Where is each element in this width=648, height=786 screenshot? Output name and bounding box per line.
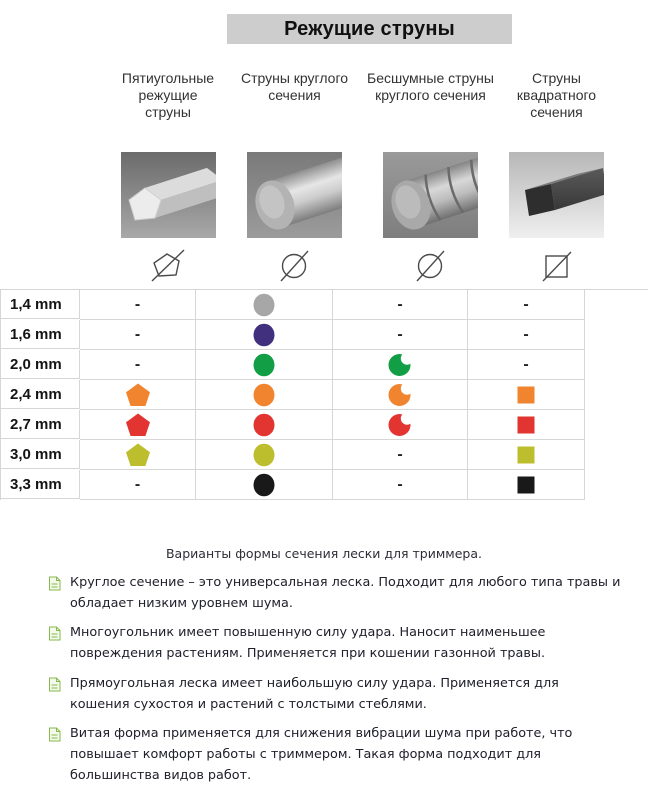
page-title-text: Режущие струны	[284, 17, 455, 40]
size-label: 3,0 mm	[1, 440, 80, 469]
pacman-shape-cell	[333, 410, 468, 440]
size-label: 2,4 mm	[1, 380, 80, 409]
table-row	[1, 320, 648, 350]
circle-diameter-icon	[363, 245, 498, 285]
table-row	[1, 350, 648, 380]
note-item	[48, 674, 622, 715]
table-row	[1, 470, 648, 500]
note-text: Витая форма применяется для снижения вибрации шума при работе, что повышает комфорт работы с триммером. Такая форма подходит для большинства видов работ.	[70, 726, 573, 783]
not-available-cell: -	[333, 440, 468, 470]
column-headers	[31, 70, 615, 148]
circle-shape-cell	[196, 350, 333, 380]
column-header-pentagonal: Пятиугольные режущие струны	[121, 70, 215, 120]
size-label: 2,0 mm	[1, 350, 80, 379]
circle-shape-cell	[196, 290, 333, 320]
note-item	[48, 623, 622, 664]
circle-diameter-icon	[226, 245, 363, 285]
square-shape-cell	[468, 380, 585, 410]
size-label: 2,7 mm	[1, 410, 80, 439]
table-caption: Варианты формы сечения лески для триммера.	[165, 546, 482, 561]
column-header-round: Струны круглого сечения	[240, 70, 349, 103]
notes-list	[48, 573, 622, 786]
table-row	[1, 440, 648, 470]
photo-spacer	[31, 152, 110, 238]
note-text: Прямоугольная леска имеет наибольшую силу удара. Применяется для кошения сухостоя и растений с толстыми стеблями.	[70, 675, 559, 712]
square-rod-photo	[498, 152, 615, 238]
round-rod-photo	[226, 152, 363, 238]
not-available-cell: -	[80, 350, 196, 380]
table-row	[1, 290, 648, 320]
not-available-cell: -	[468, 290, 585, 320]
table-row	[1, 380, 648, 410]
circle-shape-cell	[196, 320, 333, 350]
column-header-silent: Бесшумные струны круглого сечения	[367, 70, 494, 103]
document-icon	[48, 724, 70, 786]
column-header-square: Струны квадратного сечения	[516, 70, 597, 120]
profile-photos-row	[31, 152, 615, 238]
document-icon	[48, 674, 70, 715]
circle-shape-cell	[196, 440, 333, 470]
pentagonal-rod-photo	[110, 152, 226, 238]
circle-shape-cell	[196, 470, 333, 500]
note-text: Многоугольник имеет повышенную силу удара. Наносит наименьшее повреждения растениям. Применяется при кошении газонной травы.	[70, 625, 546, 662]
circle-shape-cell	[196, 380, 333, 410]
not-available-cell: -	[333, 470, 468, 500]
note-text: Круглое сечение – это универсальная леска. Подходит для любого типа травы и обладает низким уровнем шума.	[70, 575, 621, 611]
pentagon-shape-cell	[80, 410, 196, 440]
square-shape-cell	[468, 470, 585, 500]
not-available-cell: -	[333, 320, 468, 350]
not-available-cell: -	[468, 320, 585, 350]
header-spacer	[31, 70, 110, 148]
size-label: 1,6 mm	[1, 320, 80, 349]
note-item	[48, 724, 622, 786]
pacman-shape-cell	[333, 380, 468, 410]
symbol-spacer	[31, 245, 110, 285]
not-available-cell: -	[468, 350, 585, 380]
document-icon	[48, 573, 70, 614]
note-item	[48, 573, 622, 614]
circle-shape-cell	[196, 410, 333, 440]
not-available-cell: -	[333, 290, 468, 320]
not-available-cell: -	[80, 470, 196, 500]
document-icon	[48, 623, 70, 664]
pentagon-shape-cell	[80, 380, 196, 410]
pacman-shape-cell	[333, 350, 468, 380]
line-diameter-table	[0, 289, 648, 500]
not-available-cell: -	[80, 290, 196, 320]
square-shape-cell	[468, 410, 585, 440]
diameter-symbols-row	[31, 245, 615, 285]
not-available-cell: -	[80, 320, 196, 350]
size-label: 3,3 mm	[1, 470, 80, 499]
table-row	[1, 410, 648, 440]
pentagon-diameter-icon	[110, 245, 226, 285]
pentagon-shape-cell	[80, 440, 196, 470]
square-diameter-icon	[498, 245, 615, 285]
size-label: 1,4 mm	[1, 290, 80, 319]
notched-rod-photo	[363, 152, 498, 238]
square-shape-cell	[468, 440, 585, 470]
page-title	[227, 14, 512, 44]
